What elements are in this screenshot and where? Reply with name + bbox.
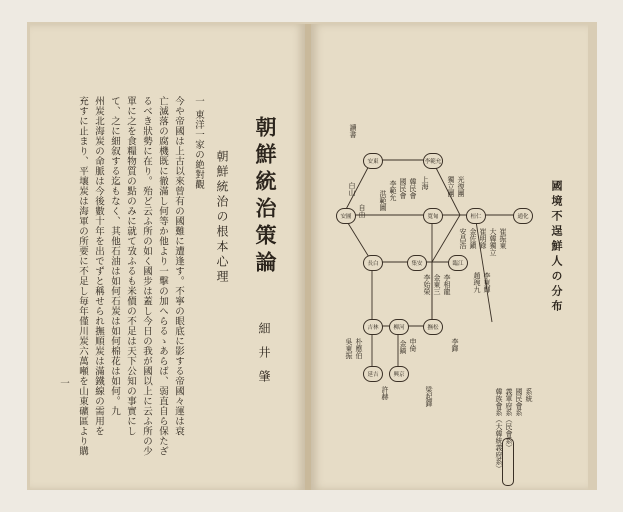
node-liuho: 柳河: [389, 319, 409, 335]
body-line-7: 充すに止まり、平壤炭は海軍の所要に不足し毎年僅川炭六萬噸を山東礦區より購: [77, 96, 88, 456]
label-18: 李相龍: [443, 274, 451, 295]
label-6: 國民會: [399, 178, 407, 199]
page-mark: 一: [58, 378, 69, 388]
label-13: 金佐鎭: [469, 228, 477, 249]
label-24: 金鎬: [399, 340, 407, 354]
node-kuantien: 寬甸: [423, 208, 443, 224]
subsection-title: 一 東洋一家の絶對觀: [193, 96, 204, 190]
node-huanjen: 桓仁: [466, 208, 486, 224]
node-kirin: 吉林: [363, 319, 383, 335]
author-name: 細井肇: [257, 322, 271, 394]
label-1: 讀書: [349, 124, 357, 138]
node-linchiang: 臨江: [448, 255, 468, 271]
node-hsingching: 興京: [389, 366, 409, 382]
node-antung: 安東: [363, 153, 383, 169]
node-fusung: 撫松: [423, 319, 443, 335]
label-19: 金東三: [433, 274, 441, 295]
label-4: 自由: [358, 204, 366, 218]
body-line-1: 今や帝國は上古以來曾有の國難に遭逢す。不寧の眼底に影する帝國々運は衰: [173, 96, 184, 436]
label-14: 崔振東: [499, 228, 507, 249]
label-27: 梁起鐸: [425, 386, 433, 407]
node-yenchi: 延吉: [363, 366, 383, 382]
node-changpai: 長白: [363, 255, 383, 271]
label-2: 上海: [421, 176, 429, 190]
body-line-5: て、之に細叙する迄もなく、其他石油は如何石炭は如何棉花は如何。九: [109, 96, 120, 416]
label-25: 朴應伯: [355, 338, 363, 359]
node-antu: 安圖: [336, 208, 356, 224]
label-22: 許赫: [381, 386, 389, 400]
label-16: 李東輝: [483, 272, 491, 293]
body-line-3: るべき狀勢に在り。殆ど云ふ所の如く國步は蓋し今日の我が國以上に云ふ所の少: [141, 96, 152, 456]
body-line-2: 亡滅落の腐機既に徹滿し何等か他より一擊の加へらるゝあらば、弱直自ら保たざ: [157, 96, 168, 456]
label-17: 趙琬九: [473, 272, 481, 293]
label-9: 獨立團: [447, 176, 455, 197]
legend-item-1: 國民會系: [515, 388, 523, 416]
label-10: 光復團: [457, 176, 465, 197]
section-title: 朝鮮統治の根本心理: [215, 150, 229, 285]
label-8: 洪範圖: [379, 190, 387, 211]
body-line-6: 州炭北海炭の命脈は今後數十年を出でずと稱せられ撫順炭は滿鐵線の需用を: [93, 96, 104, 436]
node-chian: 集安: [407, 255, 427, 271]
label-21: 李鐸: [451, 338, 459, 352]
label-15: 安昌浩: [459, 228, 467, 249]
label-12: 崔明錄: [479, 228, 487, 249]
body-line-4: 單に之を食糧物質の點のみに就て攷ふるも米價の不足は天下公知の事實にし: [125, 96, 136, 436]
label-20: 李始榮: [423, 274, 431, 295]
node-li-beomyun: 李範允: [423, 153, 443, 169]
label-23: 申倚: [409, 338, 417, 352]
label-5: 韓民會: [409, 178, 417, 199]
label-26: 吳東振: [345, 338, 353, 359]
legend-title: 系統: [525, 388, 533, 402]
map-title: 國境不逞鮮人の分布: [550, 180, 563, 315]
article-title: 朝鮮統治策論: [253, 116, 278, 278]
node-tunghua: 通化: [513, 208, 533, 224]
legend-item-2: 義軍府系（民會系）: [505, 388, 513, 451]
label-3: 白山: [348, 182, 356, 196]
legend-item-3: 韓族會系（大韓統義府系）: [495, 388, 503, 472]
label-7: 李範允: [389, 180, 397, 201]
label-11: 大韓獨立: [489, 228, 497, 256]
